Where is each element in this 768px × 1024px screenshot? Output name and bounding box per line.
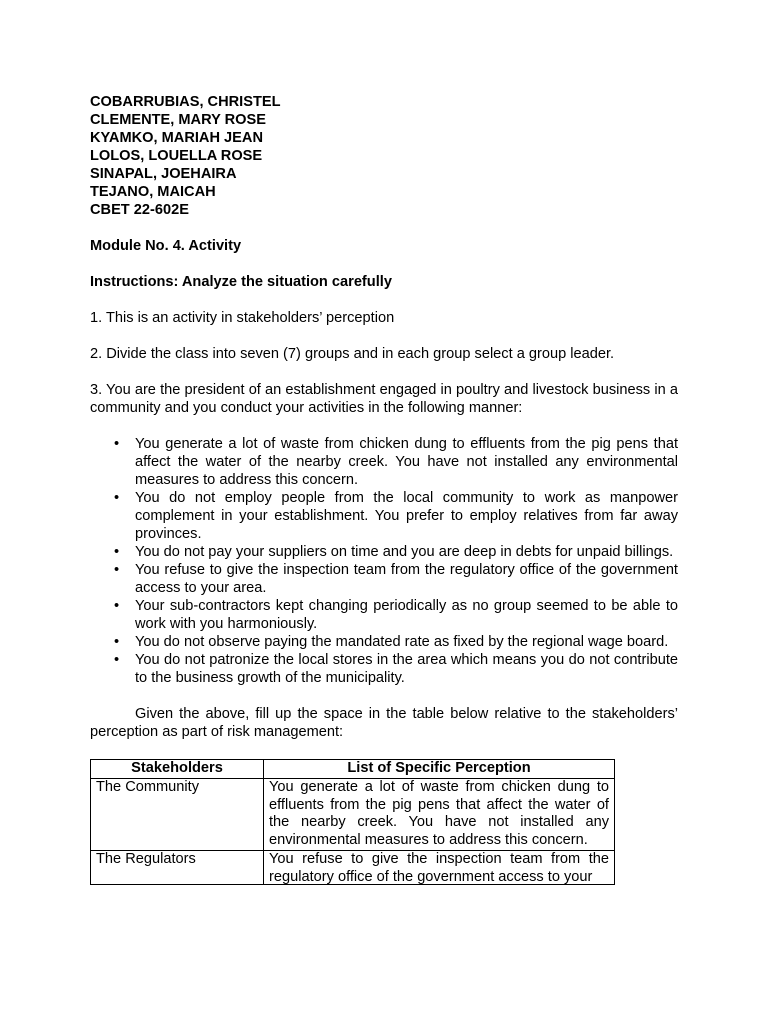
module-title: Module No. 4. Activity: [90, 238, 242, 254]
stakeholder-perception-table: [90, 759, 615, 885]
bullet-icon: •: [114, 490, 120, 506]
perception-cell: You refuse to give the inspection team from the regulatory office of the government access to your: [264, 850, 615, 884]
bullet-item: • Your sub-contractors kept changing periodically as no group seemed to be able to work with you harmoniously.: [114, 598, 678, 632]
item-3: 3. You are the president of an establishment engaged in poultry and livestock business in a community and you conduct your activities in the following manner:: [90, 382, 678, 416]
section-code: CBET 22-602E: [90, 202, 189, 218]
stakeholder-cell: The Community: [91, 778, 264, 850]
student-names-block: [90, 93, 678, 219]
student-name: COBARRUBIAS, CHRISTEL: [90, 94, 281, 110]
bullet-item: • You do not pay your suppliers on time and you are deep in debts for unpaid billings.: [114, 544, 674, 560]
item-1: 1. This is an activity in stakeholders’ perception: [90, 310, 395, 326]
student-name: KYAMKO, MARIAH JEAN: [90, 130, 263, 146]
bullet-item: • You do not patronize the local stores in the area which means you do not contribute to the business growth of the municipality.: [114, 652, 678, 686]
student-name: LOLOS, LOUELLA ROSE: [90, 148, 263, 164]
column-header-perception: List of Specific Perception: [264, 760, 615, 779]
stakeholder-cell: The Regulators: [91, 850, 264, 884]
student-name: SINAPAL, JOEHAIRA: [90, 166, 237, 182]
conduct-bullet-list: [90, 435, 678, 687]
bullet-item: • You generate a lot of waste from chicken dung to effluents from the pig pens that affect the water of the nearby creek. You have not installed any environmental measures to address this concern.: [114, 436, 678, 488]
closing-paragraph: Given the above, fill up the space in the table below relative to the stakeholders’ perception as part of risk management:: [90, 706, 678, 740]
bullet-icon: •: [114, 436, 120, 452]
bullet-icon: •: [114, 598, 120, 614]
document-page: [90, 93, 678, 885]
column-header-stakeholders: Stakeholders: [91, 760, 264, 779]
table-row: [91, 778, 615, 850]
instructions-heading: Instructions: Analyze the situation carefully: [90, 274, 392, 290]
student-name: CLEMENTE, MARY ROSE: [90, 112, 266, 128]
bullet-icon: •: [114, 652, 120, 668]
item-2: 2. Divide the class into seven (7) groups and in each group select a group leader.: [90, 346, 615, 362]
student-name: TEJANO, MAICAH: [90, 184, 216, 200]
bullet-item: • You refuse to give the inspection team from the regulatory office of the government access to your area.: [114, 562, 678, 596]
bullet-icon: •: [114, 634, 120, 650]
table-row: [91, 850, 615, 884]
bullet-item: • You do not employ people from the local community to work as manpower complement in your establishment. You prefer to employ relatives from far away provinces.: [114, 490, 678, 542]
perception-cell: You generate a lot of waste from chicken dung to effluents from the pig pens that affect the water of the nearby creek. You have not installed any environmental measures to address this concern.: [264, 778, 615, 850]
bullet-icon: •: [114, 562, 120, 578]
table-header-row: [91, 760, 615, 779]
bullet-item: • You do not observe paying the mandated rate as fixed by the regional wage board.: [114, 634, 669, 650]
bullet-icon: •: [114, 544, 120, 560]
